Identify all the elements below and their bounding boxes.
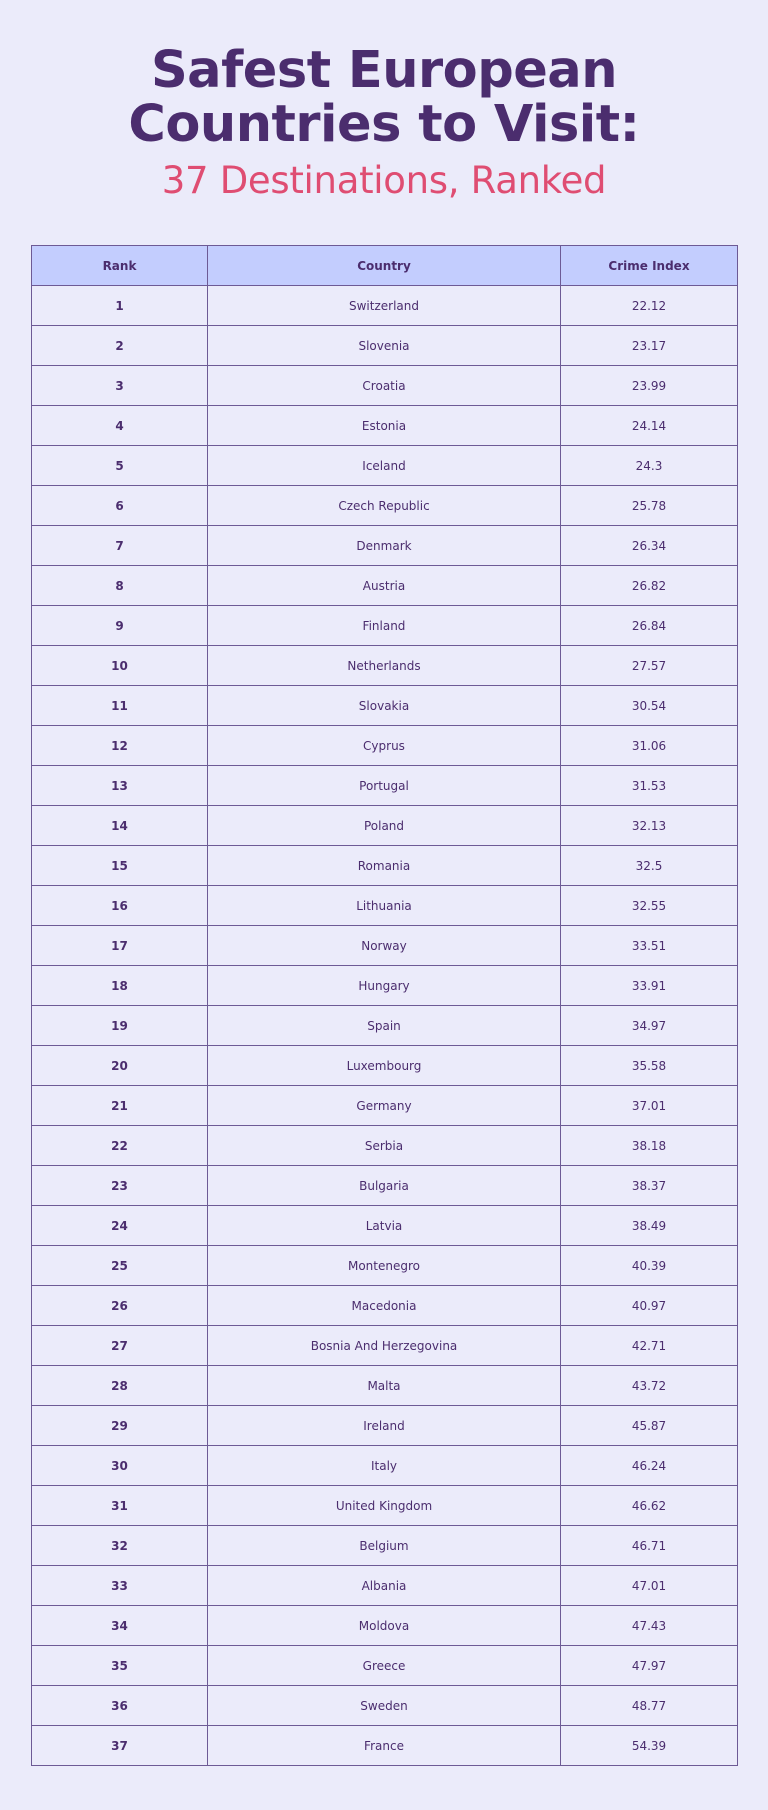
country-cell: Estonia: [208, 406, 561, 446]
column-header-rank: Rank: [32, 246, 208, 286]
table-row: [32, 286, 738, 326]
country-cell: Greece: [208, 1646, 561, 1686]
rank-cell: 31: [32, 1486, 208, 1526]
rank-cell: 8: [32, 566, 208, 606]
table-row: [32, 1166, 738, 1206]
table-row: [32, 566, 738, 606]
rank-cell: 11: [32, 686, 208, 726]
crime-index-cell: 47.43: [561, 1606, 738, 1646]
table-row: [32, 806, 738, 846]
rank-cell: 6: [32, 486, 208, 526]
table-row: [32, 1446, 738, 1486]
rank-cell: 23: [32, 1166, 208, 1206]
table-row: [32, 726, 738, 766]
rank-cell: 2: [32, 326, 208, 366]
country-cell: Iceland: [208, 446, 561, 486]
crime-index-cell: 43.72: [561, 1366, 738, 1406]
rank-cell: 9: [32, 606, 208, 646]
country-cell: Albania: [208, 1566, 561, 1606]
rank-cell: 24: [32, 1206, 208, 1246]
table-row: [32, 326, 738, 366]
table-row: [32, 446, 738, 486]
country-cell: Italy: [208, 1446, 561, 1486]
table-row: [32, 366, 738, 406]
table-row: [32, 1646, 738, 1686]
rank-cell: 22: [32, 1126, 208, 1166]
crime-index-cell: 32.5: [561, 846, 738, 886]
rank-cell: 25: [32, 1246, 208, 1286]
country-cell: Slovakia: [208, 686, 561, 726]
rank-cell: 12: [32, 726, 208, 766]
rank-cell: 10: [32, 646, 208, 686]
page-title: [0, 41, 768, 154]
column-header-country: Country: [208, 246, 561, 286]
crime-index-cell: 32.55: [561, 886, 738, 926]
country-cell: Latvia: [208, 1206, 561, 1246]
country-cell: Austria: [208, 566, 561, 606]
crime-index-cell: 24.14: [561, 406, 738, 446]
table-row: [32, 526, 738, 566]
table-row: [32, 966, 738, 1006]
rank-cell: 4: [32, 406, 208, 446]
rank-cell: 15: [32, 846, 208, 886]
crime-index-cell: 33.51: [561, 926, 738, 966]
crime-index-cell: 38.49: [561, 1206, 738, 1246]
table-row: [32, 646, 738, 686]
rank-cell: 13: [32, 766, 208, 806]
table-row: [32, 606, 738, 646]
crime-index-cell: 34.97: [561, 1006, 738, 1046]
table-row: [32, 766, 738, 806]
crime-index-cell: 47.01: [561, 1566, 738, 1606]
rank-cell: 29: [32, 1406, 208, 1446]
country-cell: Ireland: [208, 1406, 561, 1446]
crime-index-cell: 27.57: [561, 646, 738, 686]
crime-index-cell: 32.13: [561, 806, 738, 846]
crime-index-cell: 22.12: [561, 286, 738, 326]
rank-cell: 1: [32, 286, 208, 326]
country-cell: Netherlands: [208, 646, 561, 686]
table-row: [32, 1006, 738, 1046]
crime-index-cell: 30.54: [561, 686, 738, 726]
crime-index-cell: 46.24: [561, 1446, 738, 1486]
country-cell: Croatia: [208, 366, 561, 406]
crime-index-cell: 40.39: [561, 1246, 738, 1286]
crime-index-cell: 54.39: [561, 1726, 738, 1766]
table-row: [32, 1606, 738, 1646]
crime-index-cell: 40.97: [561, 1286, 738, 1326]
crime-index-cell: 23.17: [561, 326, 738, 366]
table-row: [32, 1566, 738, 1606]
country-cell: Bulgaria: [208, 1166, 561, 1206]
country-cell: Moldova: [208, 1606, 561, 1646]
crime-index-cell: 42.71: [561, 1326, 738, 1366]
crime-index-cell: 31.06: [561, 726, 738, 766]
rank-cell: 28: [32, 1366, 208, 1406]
rank-cell: 20: [32, 1046, 208, 1086]
page-subtitle: 37 Destinations, Ranked: [161, 159, 607, 202]
rank-cell: 5: [32, 446, 208, 486]
table-row: [32, 1206, 738, 1246]
rank-cell: 7: [32, 526, 208, 566]
table-row: [32, 1286, 738, 1326]
title-line-1: Safest European: [150, 41, 618, 100]
crime-index-cell: 38.18: [561, 1126, 738, 1166]
table-row: [32, 846, 738, 886]
country-cell: Finland: [208, 606, 561, 646]
country-cell: Serbia: [208, 1126, 561, 1166]
column-header-crime-index: Crime Index: [561, 246, 738, 286]
country-cell: Slovenia: [208, 326, 561, 366]
country-cell: Portugal: [208, 766, 561, 806]
country-cell: Lithuania: [208, 886, 561, 926]
crime-index-cell: 31.53: [561, 766, 738, 806]
rank-cell: 27: [32, 1326, 208, 1366]
crime-index-cell: 26.34: [561, 526, 738, 566]
table-row: [32, 1406, 738, 1446]
country-cell: Belgium: [208, 1526, 561, 1566]
crime-index-cell: 25.78: [561, 486, 738, 526]
country-cell: Poland: [208, 806, 561, 846]
table-row: [32, 1326, 738, 1366]
rank-cell: 17: [32, 926, 208, 966]
crime-index-cell: 33.91: [561, 966, 738, 1006]
table-row: [32, 886, 738, 926]
country-cell: Malta: [208, 1366, 561, 1406]
crime-index-cell: 24.3: [561, 446, 738, 486]
country-cell: Spain: [208, 1006, 561, 1046]
crime-index-cell: 37.01: [561, 1086, 738, 1126]
country-cell: Denmark: [208, 526, 561, 566]
crime-index-cell: 45.87: [561, 1406, 738, 1446]
rank-cell: 35: [32, 1646, 208, 1686]
table-row: [32, 1686, 738, 1726]
country-cell: Norway: [208, 926, 561, 966]
table-header-row: [32, 246, 738, 286]
crime-index-cell: 47.97: [561, 1646, 738, 1686]
rank-cell: 3: [32, 366, 208, 406]
crime-index-cell: 46.71: [561, 1526, 738, 1566]
rank-cell: 37: [32, 1726, 208, 1766]
country-cell: France: [208, 1726, 561, 1766]
country-cell: Sweden: [208, 1686, 561, 1726]
table-row: [32, 486, 738, 526]
table-row: [32, 1126, 738, 1166]
rank-cell: 19: [32, 1006, 208, 1046]
country-cell: Switzerland: [208, 286, 561, 326]
country-cell: Bosnia And Herzegovina: [208, 1326, 561, 1366]
table-row: [32, 1726, 738, 1766]
rank-cell: 26: [32, 1286, 208, 1326]
table-row: [32, 1246, 738, 1286]
rank-cell: 16: [32, 886, 208, 926]
country-cell: Cyprus: [208, 726, 561, 766]
crime-index-cell: 38.37: [561, 1166, 738, 1206]
table-row: [32, 1366, 738, 1406]
crime-index-table: [31, 245, 738, 1766]
table-row: [32, 1526, 738, 1566]
rank-cell: 36: [32, 1686, 208, 1726]
country-cell: Czech Republic: [208, 486, 561, 526]
country-cell: Montenegro: [208, 1246, 561, 1286]
rank-cell: 33: [32, 1566, 208, 1606]
rank-cell: 21: [32, 1086, 208, 1126]
rank-cell: 18: [32, 966, 208, 1006]
country-cell: Romania: [208, 846, 561, 886]
table-body: [32, 286, 738, 1766]
table-row: [32, 926, 738, 966]
crime-index-cell: 35.58: [561, 1046, 738, 1086]
table-row: [32, 1086, 738, 1126]
crime-index-cell: 26.84: [561, 606, 738, 646]
country-cell: Macedonia: [208, 1286, 561, 1326]
crime-index-cell: 26.82: [561, 566, 738, 606]
table-row: [32, 1486, 738, 1526]
title-line-2: Countries to Visit:: [128, 95, 640, 154]
rank-cell: 30: [32, 1446, 208, 1486]
table-row: [32, 686, 738, 726]
crime-index-cell: 48.77: [561, 1686, 738, 1726]
country-cell: United Kingdom: [208, 1486, 561, 1526]
table-row: [32, 406, 738, 446]
country-cell: Hungary: [208, 966, 561, 1006]
crime-index-cell: 23.99: [561, 366, 738, 406]
country-cell: Germany: [208, 1086, 561, 1126]
rank-cell: 32: [32, 1526, 208, 1566]
country-cell: Luxembourg: [208, 1046, 561, 1086]
table-row: [32, 1046, 738, 1086]
rank-cell: 34: [32, 1606, 208, 1646]
crime-index-cell: 46.62: [561, 1486, 738, 1526]
rank-cell: 14: [32, 806, 208, 846]
